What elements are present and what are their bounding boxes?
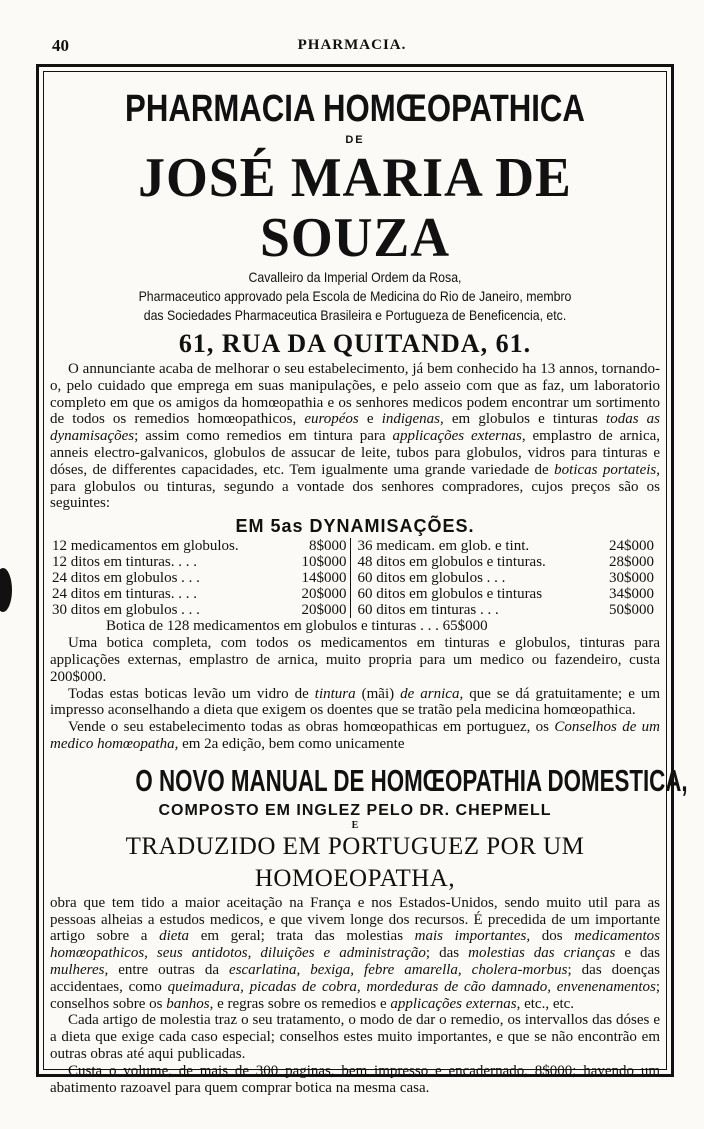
prices-heading: EM 5as DYNAMISAÇÕES. <box>235 516 475 537</box>
credential-line: Pharmaceutico approvado pela Escola de Medicina do Rio de Janeiro, membro <box>138 288 572 304</box>
table-row: 12 medicamentos em globulos. 8$000 36 medicam. em glob. e tint. 24$000 <box>52 538 654 555</box>
address: 61, RUA DA QUITANDA, 61. <box>178 329 532 358</box>
paragraph-arnica: Todas estas boticas levão um vidro de tintura (mãi) de arnica, que se dá gratuitamente; e um impresso aconselhando a dieta que exigem os doentes que se tratão pela medicina homœopathica. <box>50 685 661 719</box>
ink-blot <box>0 568 12 612</box>
manual-author: COMPOSTO EM INGLEZ PELO DR. CHEPMELL <box>158 801 552 819</box>
paragraph-obras: Vende o seu estabelecimento todas as obras homœopathicas em portuguez, os Conselhos de um medico homœopatha, em 2a edição, bem como unicamente <box>50 719 661 752</box>
page-number: 40 <box>52 36 69 55</box>
intro-paragraph: O annunciante acaba de melhorar o seu estabelecimento, já bem conhecido ha 13 annos, tornando-o, pelo cuidado que emprega em suas manipulações, e pelo asseio com que as faz, um laboratorio completo em que os amigos da homœopathia e os senhores medicos podem encontrar um sortimento de todos os remedios homœopathicos, européos e indigenas, em globulos e tinturas todas as dynamisações; assim como remedios em tintura para applicações externas, emplastro de arnica, anneis electro-galvanicos, globulos de assucar de leite, tubos para globulos, vidros para tinturas e dóses, de differentes capacidades, etc. Tem igualmente uma grande variedade de boticas portateis, para globulos ou tinturas, segundo a vontade dos senhores compradores, cujos preços são os seguintes: <box>50 361 661 512</box>
de-label: DE <box>345 134 365 146</box>
manual-translation: TRADUZIDO EM PORTUGUEZ POR UM HOMOEOPATHA, <box>125 832 585 892</box>
table-row: 24 ditos em globulos . . . 14$000 60 ditos em globulos . . . 30$000 <box>52 570 654 587</box>
table-row: 24 ditos em tinturas. . . . 20$000 60 ditos em globulos e tinturas 34$000 <box>52 586 654 603</box>
running-title: PHARMACIA. <box>297 37 407 53</box>
manual-title: O NOVO MANUAL DE HOMŒOPATHIA DOMESTICA, <box>135 762 688 798</box>
credential-line: das Sociedades Pharmaceutica Brasileira e Portugueza de Beneficencia, etc. <box>143 307 567 323</box>
paragraph-botica-completa: Uma botica completa, com todos os medicamentos em tinturas e globulos, tinturas para applicações externas, emplastro de arnica, muito propria para um medico ou fazendeiro, custa 200$000. <box>50 635 660 685</box>
proprietor-name: JOSÉ MARIA DE SOUZA <box>138 147 572 269</box>
credential-line: Cavalleiro da Imperial Ordem da Rosa, <box>248 269 462 285</box>
running-head <box>0 36 704 58</box>
conjunction-e: E <box>351 819 359 831</box>
price-table <box>52 538 658 618</box>
table-row: 12 ditos em tinturas. . . . 10$000 48 ditos em globulos e tinturas. 28$000 <box>52 554 654 571</box>
paragraph-tratamento: Cada artigo de molestia traz o seu tratamento, o modo de dar o remedio, os intervallos das dóses e a dieta que exige cada caso especial; conselhos estes muito importantes, e que se não encontrão em outras obras até aqui publicadas. <box>50 1012 660 1062</box>
manual-description: obra que tem tido a maior aceitação na França e nos Estados-Unidos, sendo muito util para as pessoas alheias a estudos medicos, e que vivem longe dos recursos. É precedida de um importante artigo sobre a dieta em geral; trata das molestias mais importantes, dos medicamentos homœopathicos, seus antidotos, diluições e administração; das molestias das crianças e das mulheres, entre outras da escarlatina, bexiga, febre amarella, cholera-morbus; das doenças accidentaes, como queimadura, picadas de cobra, mordeduras de cão damnado, envenenamentos; conselhos sobre os banhos, e regras sobre os remedios e applicações externas, etc., etc. <box>50 894 661 1012</box>
advertisement <box>50 76 688 1096</box>
paragraph-preco: Custa o volume, de mais de 300 paginas, bem impresso e encadernado, 8$000; havendo um abatimento razoavel para quem comprar botica na mesma casa. <box>50 1062 660 1096</box>
botica-128-line: Botica de 128 medicamentos em globulos e tinturas . . . 65$000 <box>106 618 488 635</box>
pharmacy-title: PHARMACIA HOMŒOPATHICA <box>125 88 585 130</box>
table-row: 30 ditos em globulos . . . 20$000 60 ditos em tinturas . . . 50$000 <box>52 602 654 619</box>
